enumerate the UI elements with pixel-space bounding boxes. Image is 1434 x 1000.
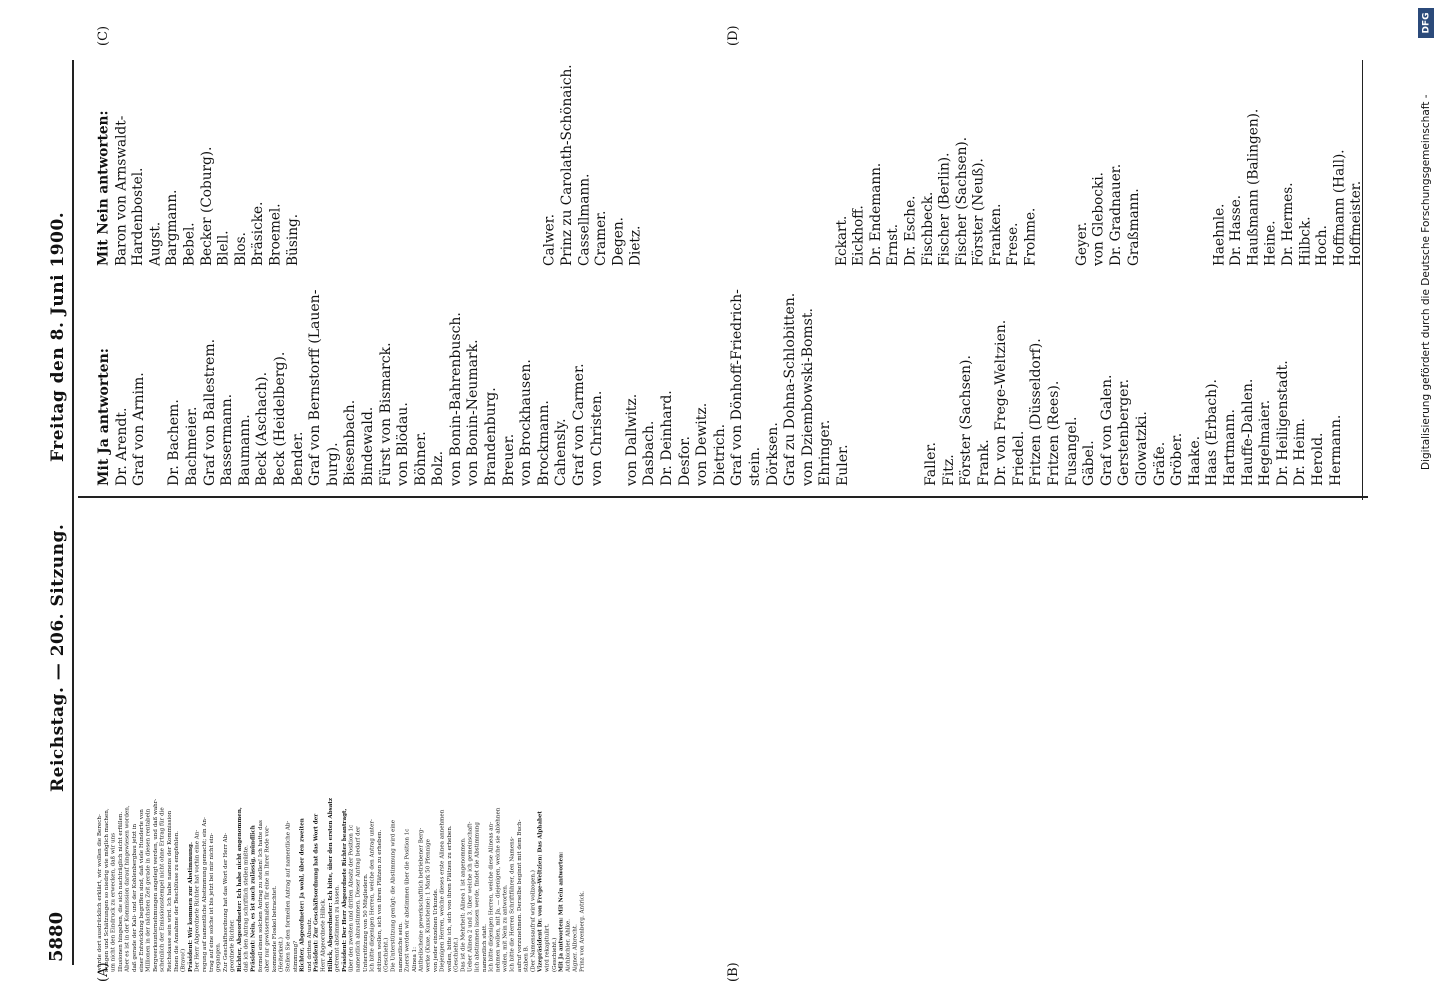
ja-name xyxy=(606,276,624,486)
page-number: 5880 xyxy=(46,911,67,962)
ja-name: Graf von Galen. xyxy=(1098,374,1115,486)
text-line: Ich bitte diejenigen Herren, welche den Antrag unter- xyxy=(368,819,376,972)
ja-name: Fitz. xyxy=(940,454,957,486)
text-line: über den zweiten und dritten Absatz der Position 1c xyxy=(347,824,355,972)
text-line: wird rekapitulirt. xyxy=(543,923,551,972)
nein-name: Eickhoff. xyxy=(851,205,867,266)
nein-name xyxy=(405,61,422,266)
text-line: Zuerst werden wir abstimmen über die Position 1c xyxy=(403,828,411,972)
nein-name: Augst. xyxy=(147,221,164,266)
ja-name: Glowatzki. xyxy=(1134,411,1151,486)
ja-name: Hartmann. xyxy=(1222,409,1238,486)
nein-name: Franken. xyxy=(988,203,1004,266)
ja-name: Euler. xyxy=(834,444,851,486)
text-line: Antheilscheine gewerkschaftlich betriebener Berg- xyxy=(417,827,425,972)
nein-name: Fischer (Sachsen). xyxy=(954,136,970,266)
text-line: Millionen in der nächsten Zeit gerade in diesen rentabeln xyxy=(144,808,152,972)
nein-name: Baron von Arnswaldt- xyxy=(113,115,129,266)
ja-name: Hauffe-Dahlen. xyxy=(1239,378,1256,486)
text-line: stimmung? xyxy=(291,940,299,972)
ja-name: Dr. Heim. xyxy=(1292,418,1309,486)
text-line: Herr Abgeordnete Hilbck. xyxy=(319,898,327,972)
ja-name: Hermann. xyxy=(1327,414,1344,486)
nein-name xyxy=(1177,61,1194,266)
ja-name: Bassermann. xyxy=(219,393,236,486)
text-line: (Geschieht.) xyxy=(452,937,460,972)
nein-name: Hoffmeister. xyxy=(1348,180,1365,266)
ja-name: Dr. Heiligenstadt. xyxy=(1274,360,1291,486)
ja-name: Baumann. xyxy=(236,414,253,486)
nein-name xyxy=(800,61,817,266)
nein-name: Frese. xyxy=(1005,222,1022,266)
text-line: scheinlich der Emissionsstempel nicht ohne Ertrag für die xyxy=(158,807,166,972)
margin-mark-d: (D) xyxy=(726,25,741,46)
text-line: (Bravo!) xyxy=(179,948,187,972)
text-line: nungen und Schätzungen so niedrig wie möglich machen, xyxy=(102,808,110,972)
nein-name: Dr. Endemann. xyxy=(868,162,884,266)
ja-name: Graf von Carmer. xyxy=(571,363,588,486)
ja-name: Dr. Bachem. xyxy=(166,399,183,486)
ja-name: Fritzen (Rees). xyxy=(1046,380,1063,486)
header-rule xyxy=(72,60,74,965)
nein-name xyxy=(679,61,696,266)
ja-name xyxy=(888,276,906,486)
text-line: namentliche sein. xyxy=(396,922,404,972)
text-line: Aber es ist in der Kommission darauf hingewiesen worden, xyxy=(123,805,131,972)
nein-name xyxy=(336,61,353,266)
text-line: Diejenigen Herren, welche dieses erste Alinea annehmen xyxy=(438,809,446,972)
ja-name: Friedel. xyxy=(1010,430,1027,486)
nein-name: Mit Nein antworten: xyxy=(96,110,112,267)
ja-name: von Christen. xyxy=(588,390,605,486)
nein-name: Prinz zu Carolath-Schönaich. xyxy=(559,64,575,267)
nein-name xyxy=(525,61,542,266)
nein-name xyxy=(782,61,799,266)
text-line: Illusionen hingeben, die sich nachträglich nicht erfüllen. xyxy=(116,811,124,972)
text-line: Bergwerksunternehmungen angelegt werden, und daß wahr- xyxy=(151,798,159,972)
nein-name xyxy=(439,61,456,266)
text-line: Vizepräsident Dr. von Frege-Weltzien: Das Alphabet xyxy=(536,811,544,972)
nein-name xyxy=(508,61,525,266)
ja-name: Breuer. xyxy=(500,433,517,486)
ja-name: Graf zu Dohna-Schlobitten. xyxy=(782,292,799,486)
ja-name: Herold. xyxy=(1309,432,1326,486)
nein-name xyxy=(422,61,439,266)
text-line: von jeder einzelnen Urkunde. xyxy=(431,888,439,972)
ja-name: Graf von Arnim. xyxy=(131,372,148,486)
text-line: formell einen solchen Antrag zu stellen! Ich hatte das xyxy=(256,820,264,972)
text-line: stützen wollen, sich von ihren Plätzen zu erheben. xyxy=(375,829,383,972)
nein-name: Geyer. xyxy=(1074,221,1090,266)
ja-name: Hegelmaier. xyxy=(1257,399,1274,486)
ja-name: Fritzen (Düsseldorf). xyxy=(1028,338,1045,486)
digitization-credit: Digitalisierung gefördert durch die Deutsche Forschungsgemeinschaft - xyxy=(1420,94,1432,470)
text-line: werke (Kuxe, Kuxscheine): 1 Mark 50 Pfennige xyxy=(424,839,432,972)
text-line: wollen, mit Nein zu antworten. xyxy=(501,884,509,972)
text-line: trag auf eine solche ist bis jetzt bei mir nicht ein- xyxy=(207,832,215,972)
nein-name xyxy=(371,61,388,266)
ja-name: von Dziembowski-Bomst. xyxy=(799,308,816,486)
ja-name: Bachmeier. xyxy=(183,406,200,486)
text-line: Alinea 1: xyxy=(410,947,418,972)
nein-name: Fischbeck. xyxy=(919,191,936,266)
nein-name: Degen. xyxy=(610,217,627,266)
text-line: (Geschieht.) xyxy=(550,937,558,972)
nein-name xyxy=(645,61,662,266)
ja-name: Mit Ja antworten: xyxy=(96,348,112,486)
nein-name: Hardenbostel. xyxy=(130,167,146,266)
ja-name: Haas (Erbach). xyxy=(1204,379,1221,486)
ja-name: Gräfe. xyxy=(1151,441,1168,486)
nein-name: Dr. Gradnauer. xyxy=(1108,163,1125,266)
dfg-logo: DFG xyxy=(1418,8,1434,38)
nein-name: Ernst. xyxy=(885,223,902,266)
ja-name: Graf von Dönhoff-Friedrich- xyxy=(729,289,746,486)
text-line: Präsident: Der Herr Abgeordnete Richter beantragt, xyxy=(340,808,348,972)
ja-name: Ehringer. xyxy=(817,419,834,486)
nein-name: Förster (Neuß). xyxy=(971,158,987,266)
text-line: Präsident: Nein, es ist auch zulässig, mündlich xyxy=(249,825,257,972)
text-line: Ueber Alinea 2 und 3, über welche ich gemeinschaft- xyxy=(466,821,474,972)
text-line: Ich bitte diejenigen Herren, welche diese Alineas an- xyxy=(487,821,495,972)
text-line: Das ist die Mehrheit; Alinea 1 ist angenommen. xyxy=(459,837,467,972)
text-line: aber nur gewissermaßen für eine in Ihrer Rede vor- xyxy=(263,825,271,972)
text-line: namentlich statt. xyxy=(480,923,488,972)
ja-name xyxy=(870,276,888,486)
header-left: Reichstag. — 206. Sitzung. xyxy=(48,523,68,792)
nein-name: Becker (Coburg). xyxy=(198,146,215,266)
text-line: Prinz von Arenberg. Antrick. xyxy=(578,890,586,972)
text-line: Aichbichler. Ahlke. xyxy=(564,918,572,972)
nein-name xyxy=(1160,61,1177,266)
nein-name: Hilbck. xyxy=(1297,216,1313,266)
nein-name xyxy=(491,61,508,266)
ja-name: Brockmann. xyxy=(535,400,552,486)
nein-name: Bargmann. xyxy=(164,189,181,266)
ja-name: von Blödau. xyxy=(395,402,412,486)
nein-column xyxy=(96,61,1366,266)
ja-name: von Brockhausen. xyxy=(518,359,535,486)
nein-name xyxy=(456,61,473,266)
ja-name: Bender. xyxy=(289,431,306,486)
nein-name xyxy=(697,61,714,266)
ja-name: Dr. Deinhard. xyxy=(659,390,675,486)
ja-name: Gäbel. xyxy=(1081,440,1098,486)
nein-name: Büsing. xyxy=(284,213,301,266)
text-line: Ihnen die Annahme der Beschlüsse zu empfehlen. xyxy=(172,830,180,972)
text-line: (Geschieht.) xyxy=(382,937,390,972)
nein-name: Dr. Hasse. xyxy=(1228,194,1245,266)
ja-name: Gröber. xyxy=(1169,432,1186,486)
text-line: kommende Floskel betrachtet. xyxy=(270,885,278,972)
text-line: Ich bitte die Herren Schriftführer, den Namens- xyxy=(508,836,516,972)
ja-name: stein. xyxy=(746,446,763,486)
text-line: Der Herr Abgeordnete Richter hat vorhin eine An- xyxy=(193,829,201,972)
nein-name: Eckart. xyxy=(833,215,850,266)
text-line: Die Unterstützung genügt; die Abstimmung wird eine xyxy=(389,819,397,972)
nein-name: Cramer. xyxy=(593,210,610,266)
ja-name: Böhner. xyxy=(412,431,429,486)
ja-name: Bindewald. xyxy=(359,406,376,486)
nein-name xyxy=(1194,61,1211,266)
nein-name: Haehnle. xyxy=(1211,203,1228,266)
nein-name: Blos. xyxy=(233,232,249,266)
text-line: regung auf namentliche Abstimmung gemacht; ein An- xyxy=(200,817,208,972)
text-line: und dritten Absatz. xyxy=(305,917,313,972)
text-line: Richter, Abgeordneter: Ich habe nicht angenommen, xyxy=(235,807,243,972)
ja-name: Dasbach. xyxy=(641,420,658,486)
text-line: Richter, Abgeordneter: Ja wohl, über den zweiten xyxy=(298,818,306,972)
text-line: namentlich abzustimmen. Dieser Antrag bedarf der xyxy=(354,826,362,972)
nein-name: Frohme. xyxy=(1022,207,1039,266)
text-line: Präsident: Zur Geschäftsordnung hat das Wort der xyxy=(312,813,320,972)
text-line: (Heiterkeit.) xyxy=(277,937,285,972)
header-right: Freitag den 8. Juni 1900. xyxy=(48,211,68,462)
ja-name: burg). xyxy=(324,442,341,486)
text-line: Zur Geschäftsordnung hat das Wort der Herr Ab- xyxy=(221,832,229,972)
ja-name: Beck (Aschach). xyxy=(254,371,271,486)
nein-name xyxy=(662,61,679,266)
text-line: Präsident: Wir kommen zur Abstimmung. xyxy=(186,842,194,972)
text-line: daß ich den Antrag schriftlich stellen müßte. xyxy=(242,845,250,972)
ja-name: Desfor. xyxy=(676,436,693,486)
ja-name: von Bonin-Neumark. xyxy=(465,339,482,486)
ja-name: Brandenburg. xyxy=(483,387,500,486)
nein-name: Broemel. xyxy=(267,203,284,266)
ja-name: Fusangel. xyxy=(1063,416,1080,486)
nein-name xyxy=(817,61,834,266)
nein-name: Bräsicke. xyxy=(250,201,267,266)
text-line: Hilbck, Abgeordneter: Ich bitte, über den ersten Absatz xyxy=(326,797,334,972)
nein-name xyxy=(714,61,731,266)
ja-name xyxy=(905,276,923,486)
nein-name: Calwer. xyxy=(542,213,558,266)
ja-name: Frank. xyxy=(975,439,992,486)
nein-name: Haußmann (Balingen). xyxy=(1245,108,1262,266)
nein-name: Cassellmann. xyxy=(576,173,593,266)
ja-name: Haake. xyxy=(1186,435,1203,486)
ja-name: von Dallwitz. xyxy=(623,393,640,486)
ja-name xyxy=(853,276,871,486)
nein-name: Hoffmann (Hall). xyxy=(1331,149,1348,266)
nein-name xyxy=(1057,61,1074,266)
ja-name: Graf von Bernstorff (Lauen- xyxy=(307,289,324,486)
nein-name: Bebel. xyxy=(181,222,198,266)
text-line: nehmen wollen, mit Ja, — diejenigen, welche sie ablehnen xyxy=(494,807,502,972)
text-line: Aigner. Albrecht. xyxy=(571,924,579,972)
ja-column xyxy=(96,276,1345,486)
text-line: um nicht den Eindruck zu erwecken, daß wir uns xyxy=(109,832,117,972)
text-line: Reichskasse sein wird. Ich habe namens der Kommission xyxy=(165,810,173,972)
text-line: gegangen. xyxy=(214,942,222,972)
text-line: staben B. xyxy=(522,945,530,972)
ja-name: Gerstenberger. xyxy=(1116,378,1133,486)
text-line: Mit Ja antworten: Mit Nein antworten: xyxy=(557,851,565,972)
text-line: einer Entwicklung begriffen sind, daß viele Hunderte von xyxy=(137,809,145,972)
text-line: Stellen Sie den formellen Antrag auf namentliche Ab- xyxy=(284,820,292,972)
text-line: lich abstimmen lassen werde, findet die Abstimmung xyxy=(473,822,481,972)
ja-name: Bolz. xyxy=(430,450,447,486)
nein-name xyxy=(474,61,491,266)
nein-name: Heine. xyxy=(1262,220,1279,266)
nein-name: von Glebocki. xyxy=(1091,171,1107,266)
nein-name xyxy=(1143,61,1160,266)
ja-name: Dr. von Frege-Weltzien. xyxy=(993,319,1010,486)
nein-name xyxy=(353,61,370,266)
nein-name: Dr. Esche. xyxy=(902,195,919,266)
ja-name: Dörksen. xyxy=(764,422,781,486)
ja-name: Faller. xyxy=(922,442,939,486)
nein-name: Blell. xyxy=(216,230,232,266)
margin-mark-b: (B) xyxy=(726,962,741,982)
text-line: geordnete Richter. xyxy=(228,919,236,972)
nein-name: Fischer (Berlin). xyxy=(936,152,953,266)
ja-name: von Bonin-Bahrenbusch. xyxy=(447,312,464,486)
ja-name: Dietrich. xyxy=(711,423,728,486)
margin-mark-c: (C) xyxy=(96,25,111,46)
nein-name: Hoch. xyxy=(1314,225,1331,266)
left-column xyxy=(96,789,586,972)
text-line: daß gerade der Kali- und der Kohlenbergbau jetzt in xyxy=(130,823,138,972)
margin-mark-a: (A) xyxy=(96,962,111,982)
nein-name xyxy=(731,61,748,266)
nein-name: Dietz. xyxy=(628,225,644,266)
nein-name xyxy=(388,61,405,266)
ja-name: Dr. Arendt. xyxy=(113,407,130,486)
nein-name xyxy=(1040,61,1057,266)
ja-name: Graf von Ballestrem. xyxy=(201,338,218,486)
ja-name: Fürst von Bismarck. xyxy=(377,342,394,486)
text-line: wollen, bitte ich, sich von ihren Plätzen zu erheben. xyxy=(445,825,453,972)
nein-name xyxy=(319,61,336,266)
nein-name xyxy=(765,61,782,266)
nein-name xyxy=(302,61,319,266)
ja-name: Cahensly. xyxy=(553,418,570,486)
column-divider xyxy=(78,496,1368,498)
ja-name: Förster (Sachsen). xyxy=(958,355,975,486)
text-line: aufruf vorzunehmen. Derselbe beginnt mit dem Buch- xyxy=(515,819,523,972)
text-line: Unterstützung von 50 Mitgliedern. xyxy=(361,873,369,972)
text-line: getrennt abstimmen zu lassen. xyxy=(333,885,341,972)
nein-name: Graßmann. xyxy=(1125,188,1142,266)
text-line: (Der Namensaufruf wird vollzogen.) xyxy=(529,870,537,972)
ja-name: Beck (Heidelberg). xyxy=(271,351,288,486)
text-line: wurde dort ausdrücklich erklärt, wir wollen die Berech- xyxy=(96,814,103,972)
ja-name xyxy=(149,276,167,486)
nein-name: Dr. Hermes. xyxy=(1280,182,1296,266)
nein-name xyxy=(748,61,765,266)
ja-name: von Dewitz. xyxy=(694,402,711,486)
ja-name: Biesenbach. xyxy=(342,399,359,486)
